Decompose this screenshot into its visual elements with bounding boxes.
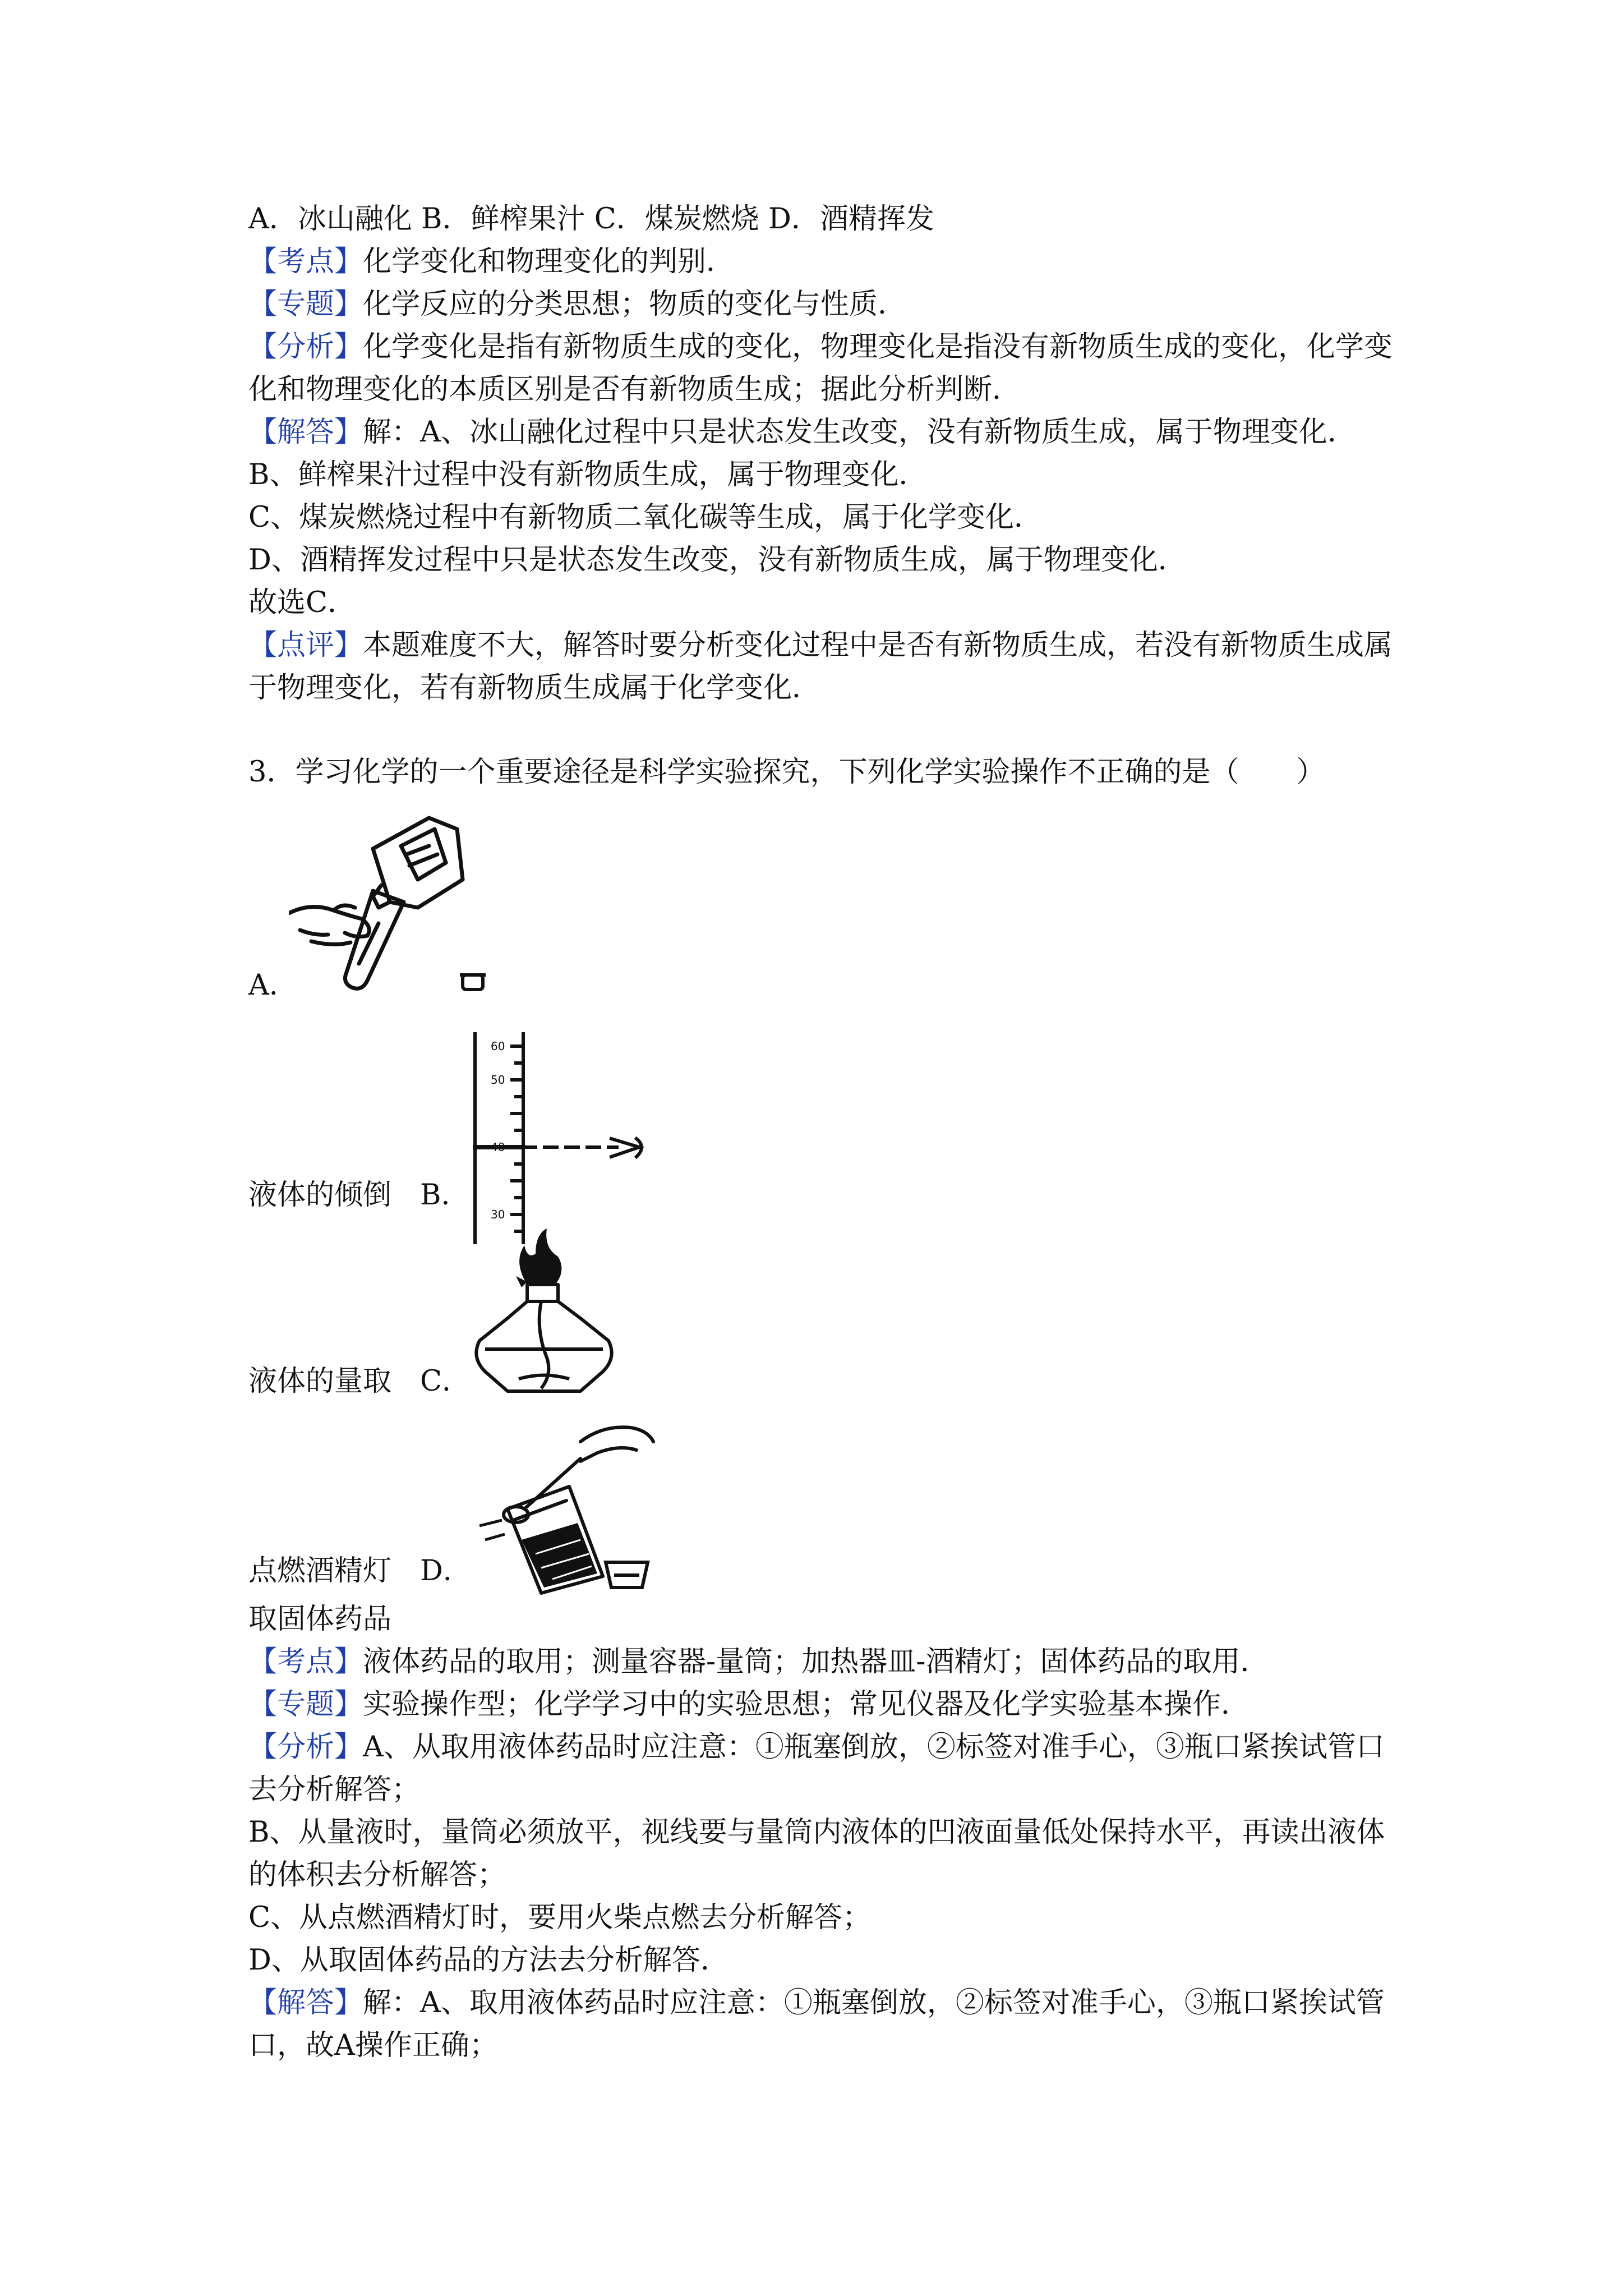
q3-kaodian <box>248 1645 1269 1680</box>
q2-dianping-cont: 于物理变化，若有新物质生成属于化学变化． <box>248 671 821 705</box>
q3-c-caption-d-letter: 点燃酒精灯 D． <box>248 1554 472 1588</box>
q2-answer: 故选C． <box>248 586 357 619</box>
kaodian-text: 化学变化和物理变化的判别． <box>363 245 735 278</box>
liquid-pouring-illustration <box>289 795 502 997</box>
q3-d-caption: 取固体药品 <box>248 1603 392 1636</box>
q2-fenxi-cont: 化和物理变化的本质区别是否有新物质生成；据此分析判断． <box>248 373 1021 406</box>
jieda-text: 解：A、冰山融化过程中只是状态发生改变，没有新物质生成，属于物理变化． <box>363 416 1356 449</box>
kaodian-text: 液体药品的取用；测量容器-量筒；加热器皿-酒精灯；固体药品的取用． <box>363 1645 1269 1678</box>
q2-jieda <box>248 415 1356 450</box>
graduated-cylinder-illustration <box>468 1032 653 1245</box>
q3-zhuanti <box>248 1687 1249 1722</box>
q2-b-line: B、鲜榨果汁过程中没有新物质生成，属于物理变化． <box>248 458 928 491</box>
q3-jieda-cont: 口，故A操作正确； <box>248 2029 498 2062</box>
q2-kaodian <box>248 245 735 279</box>
cylinder-tick-label: 30 <box>491 1208 505 1221</box>
kaodian-tag: 【考点】 <box>248 1645 363 1678</box>
q3-fenxi-cont: 去分析解答； <box>248 1773 421 1806</box>
q3-d-line: D、从取固体药品的方法去分析解答． <box>248 1944 729 1977</box>
q3-b-line-cont: 的体积去分析解答； <box>248 1858 506 1892</box>
q3-stem: 3．学习化学的一个重要途径是科学实验探究，下列化学实验操作不正确的是（ ） <box>248 756 1325 789</box>
q3-b-line: B、从量液时，量筒必须放平，视线要与量筒内液体的凹液面量低处保持水平，再读出液体 <box>248 1816 1385 1849</box>
cylinder-tick-label: 50 <box>491 1073 505 1087</box>
q2-d-line: D、酒精挥发过程中只是状态发生改变，没有新物质生成，属于物理变化． <box>248 544 1187 577</box>
solid-reagent-illustration <box>468 1419 659 1599</box>
fenxi-text: A、从取用液体药品时应注意：①瓶塞倒放，②标签对准手心，③瓶口紧挨试管口 <box>363 1731 1385 1764</box>
zhuanti-tag: 【专题】 <box>248 1688 363 1721</box>
q2-fenxi <box>248 330 1393 365</box>
cylinder-tick-label: 60 <box>491 1039 505 1053</box>
q3-option-a-letter: A． <box>248 969 298 1002</box>
fenxi-text: 化学变化是指有新物质生成的变化，物理变化是指没有新物质生成的变化，化学变 <box>363 330 1393 364</box>
zhuanti-text: 实验操作型；化学学习中的实验思想；常见仪器及化学实验基本操作． <box>363 1688 1250 1721</box>
zhuanti-text: 化学反应的分类思想；物质的变化与性质． <box>363 288 907 321</box>
cylinder-tick-label: 40 <box>491 1140 505 1154</box>
q3-jieda <box>248 1986 1385 2021</box>
q2-options: A．冰山融化 B．鲜榨果汁 C．煤炭燃烧 D．酒精挥发 <box>248 203 934 236</box>
fenxi-tag: 【分析】 <box>248 330 363 364</box>
dianping-text: 本题难度不大，解答时要分析变化过程中是否有新物质生成，若没有新物质生成属 <box>363 629 1393 662</box>
jieda-tag: 【解答】 <box>248 1986 363 2019</box>
zhuanti-tag: 【专题】 <box>248 288 363 321</box>
q3-fenxi <box>248 1730 1385 1765</box>
dianping-tag: 【点评】 <box>248 629 363 662</box>
fenxi-tag: 【分析】 <box>248 1731 363 1764</box>
q3-b-caption-c-letter: 液体的量取 C． <box>248 1365 471 1398</box>
q2-c-line: C、煤炭燃烧过程中有新物质二氧化碳等生成，属于化学变化． <box>248 501 1043 534</box>
jieda-tag: 【解答】 <box>248 416 363 449</box>
q3-a-caption-b-letter: 液体的倾倒 B． <box>248 1179 470 1212</box>
q3-c-line: C、从点燃酒精灯时，要用火柴点燃去分析解答； <box>248 1901 872 1934</box>
kaodian-tag: 【考点】 <box>248 245 363 278</box>
q2-zhuanti <box>248 287 906 322</box>
q2-dianping <box>248 628 1393 663</box>
alcohol-lamp-illustration <box>474 1228 614 1397</box>
jieda-text: 解：A、取用液体药品时应注意：①瓶塞倒放，②标签对准手心，③瓶口紧挨试管 <box>363 1986 1385 2019</box>
